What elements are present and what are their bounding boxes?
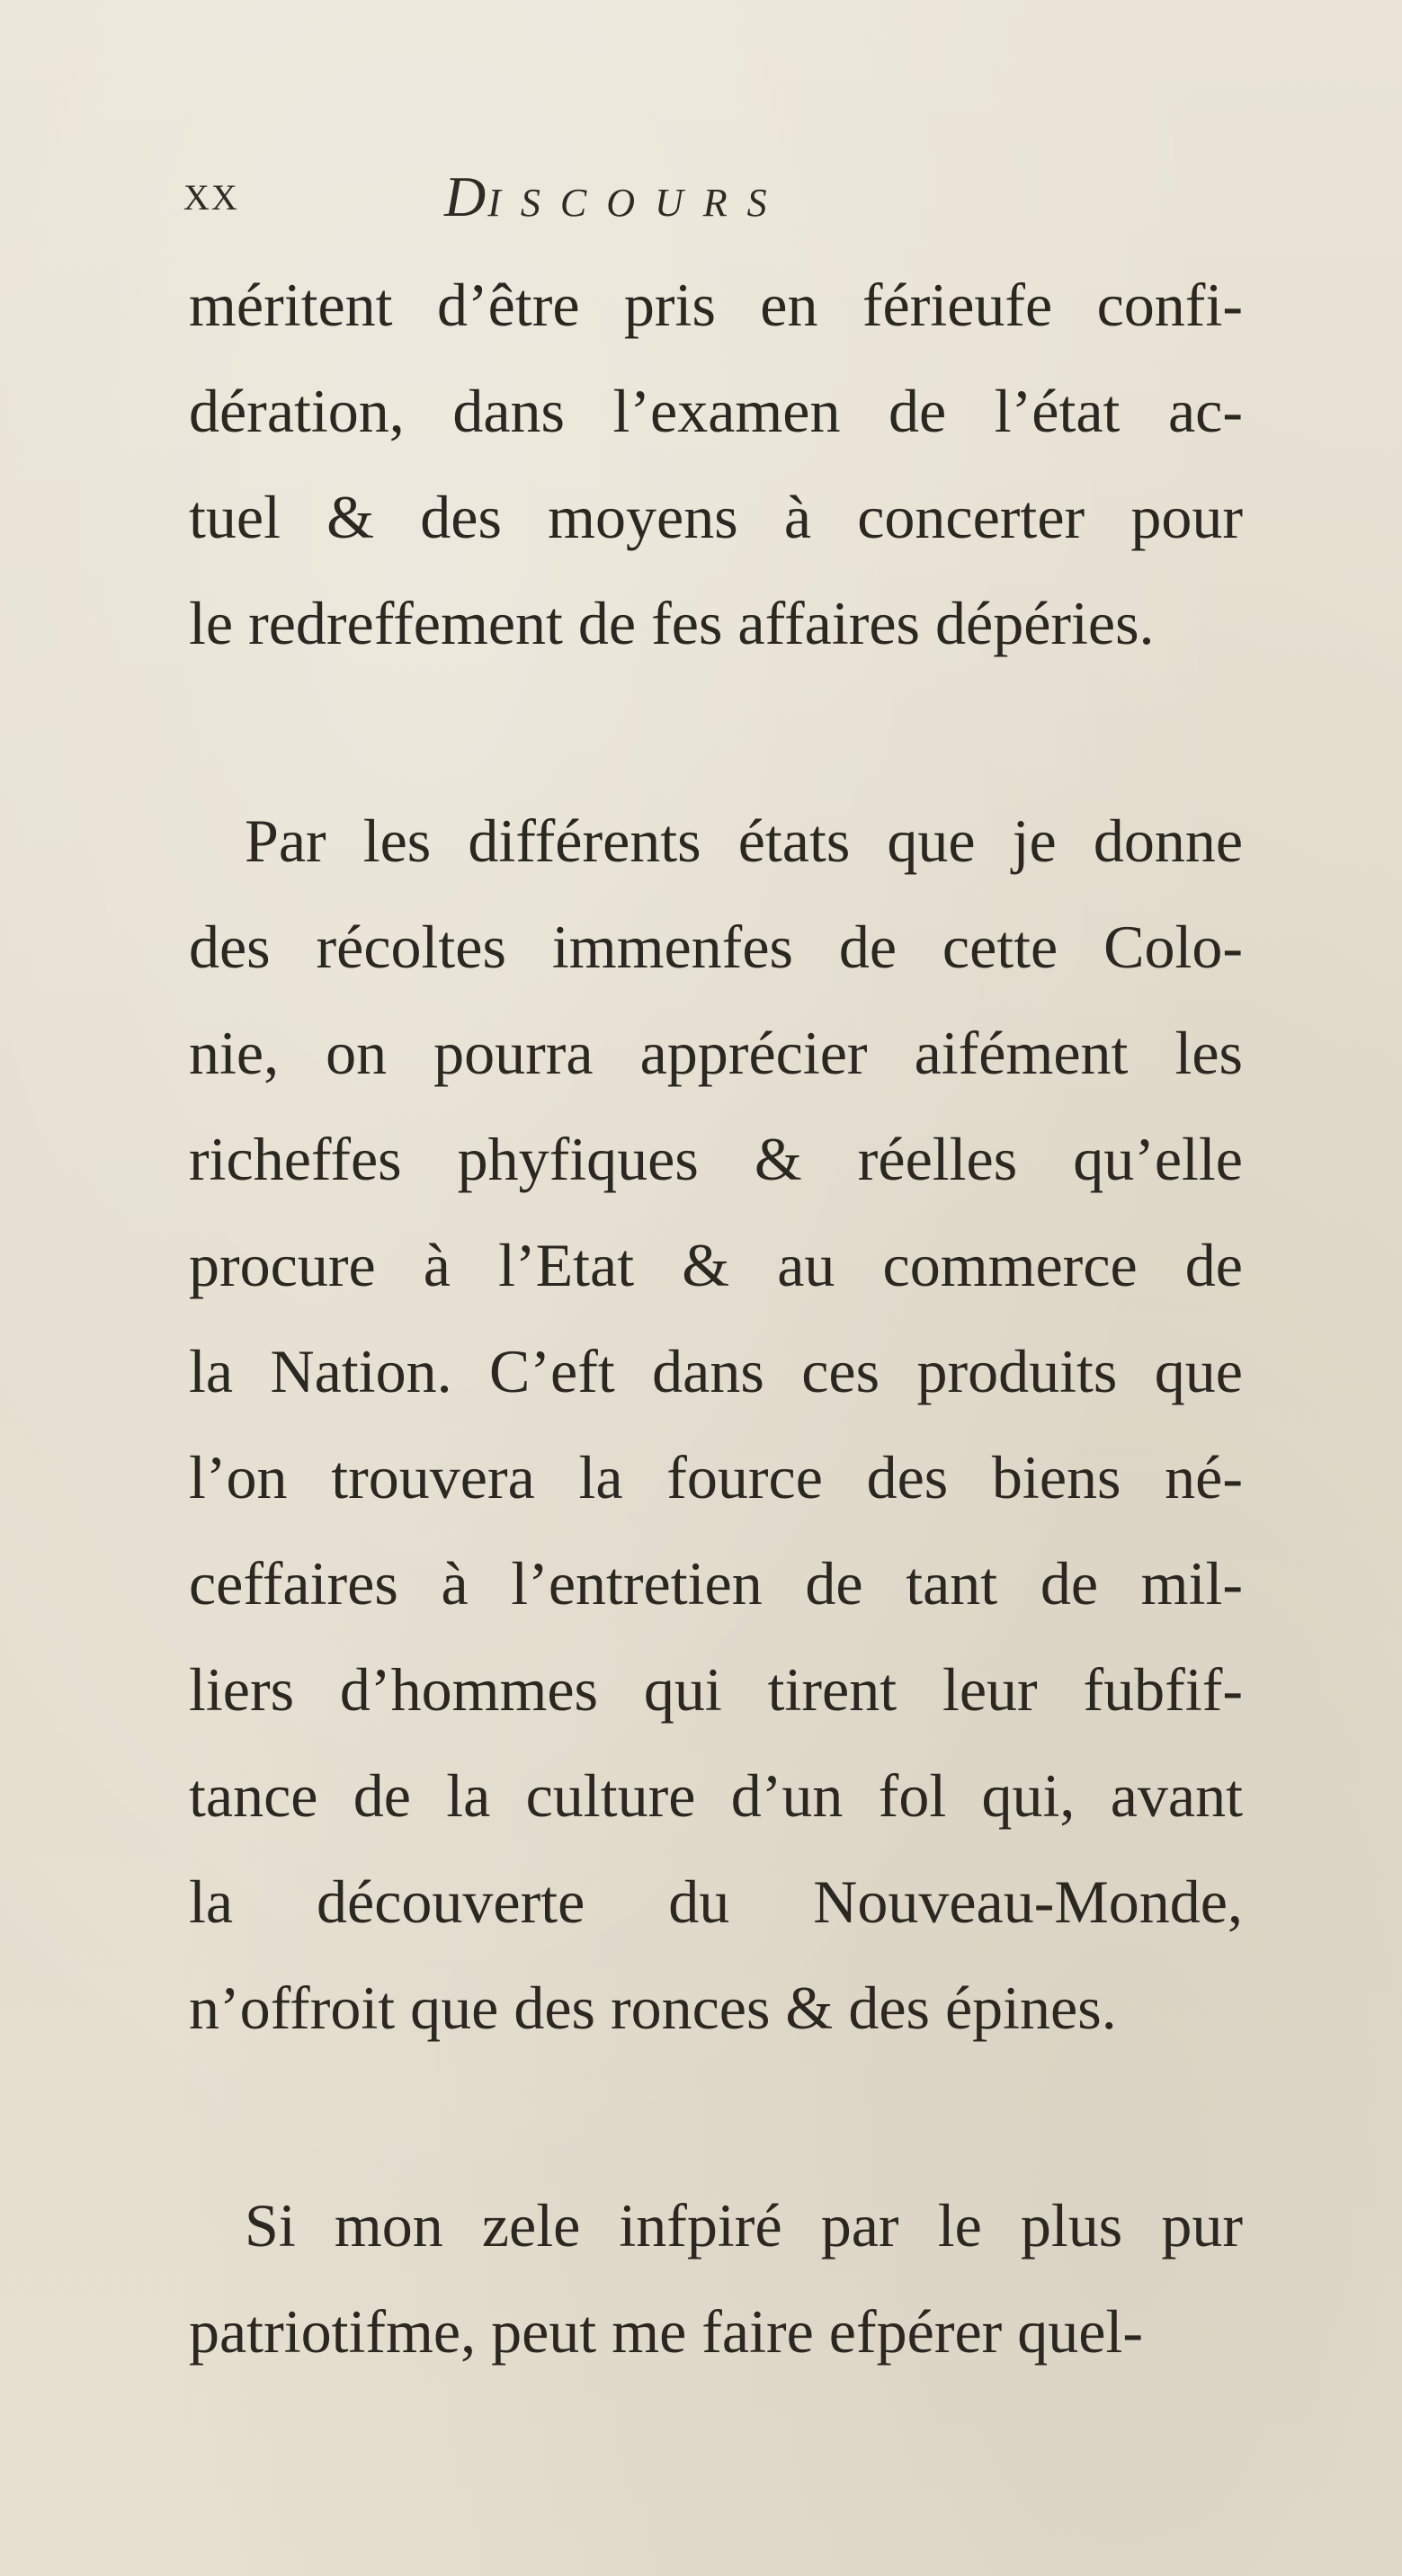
text-line: tance de la culture d’un fol qui, avant [189, 1761, 1243, 1830]
running-title-initial: D [444, 165, 488, 228]
text-line: le redreffement de fes affaires dépéries. [189, 589, 1155, 657]
text-line: des récoltes immenfes de cette Colo- [189, 913, 1243, 981]
text-line: nie, on pourra apprécier aifément les [189, 1019, 1243, 1087]
running-head [183, 164, 1218, 236]
text-line: ceffaires à l’entretien de tant de mil- [189, 1549, 1243, 1618]
text-line: Si mon zele infpiré par le plus pur [245, 2191, 1243, 2260]
page-number: XX [183, 177, 239, 218]
text-line: n’offroit que des ronces & des épines. [189, 1974, 1117, 2042]
text-line: liers d’hommes qui tirent leur fubfif- [189, 1655, 1243, 1724]
text-line: patriotifme, peut me faire efpérer quel- [189, 2297, 1144, 2366]
running-title [444, 164, 787, 230]
text-line: richeffes phyfiques & réelles qu’elle [189, 1125, 1243, 1193]
text-line: l’on trouvera la fource des biens né- [189, 1443, 1243, 1511]
running-title-rest: ISCOURS [487, 181, 787, 225]
paragraph [189, 2172, 1243, 2384]
text-line: tuel & des moyens à concerter pour [189, 483, 1243, 551]
text-line: la découverte du Nouveau-Monde, [189, 1867, 1243, 1936]
text-line: dération, dans l’examen de l’état ac- [189, 377, 1243, 445]
paragraph [189, 788, 1243, 2061]
text-line: la Nation. C’eft dans ces produits que [189, 1337, 1243, 1405]
text-line: procure à l’Etat & au commerce de [189, 1231, 1243, 1299]
text-line: méritent d’être pris en férieufe confi- [189, 271, 1243, 339]
body-text [189, 252, 1243, 2384]
text-line: Par les différents états que je donne [245, 807, 1243, 875]
paragraph [189, 252, 1243, 676]
